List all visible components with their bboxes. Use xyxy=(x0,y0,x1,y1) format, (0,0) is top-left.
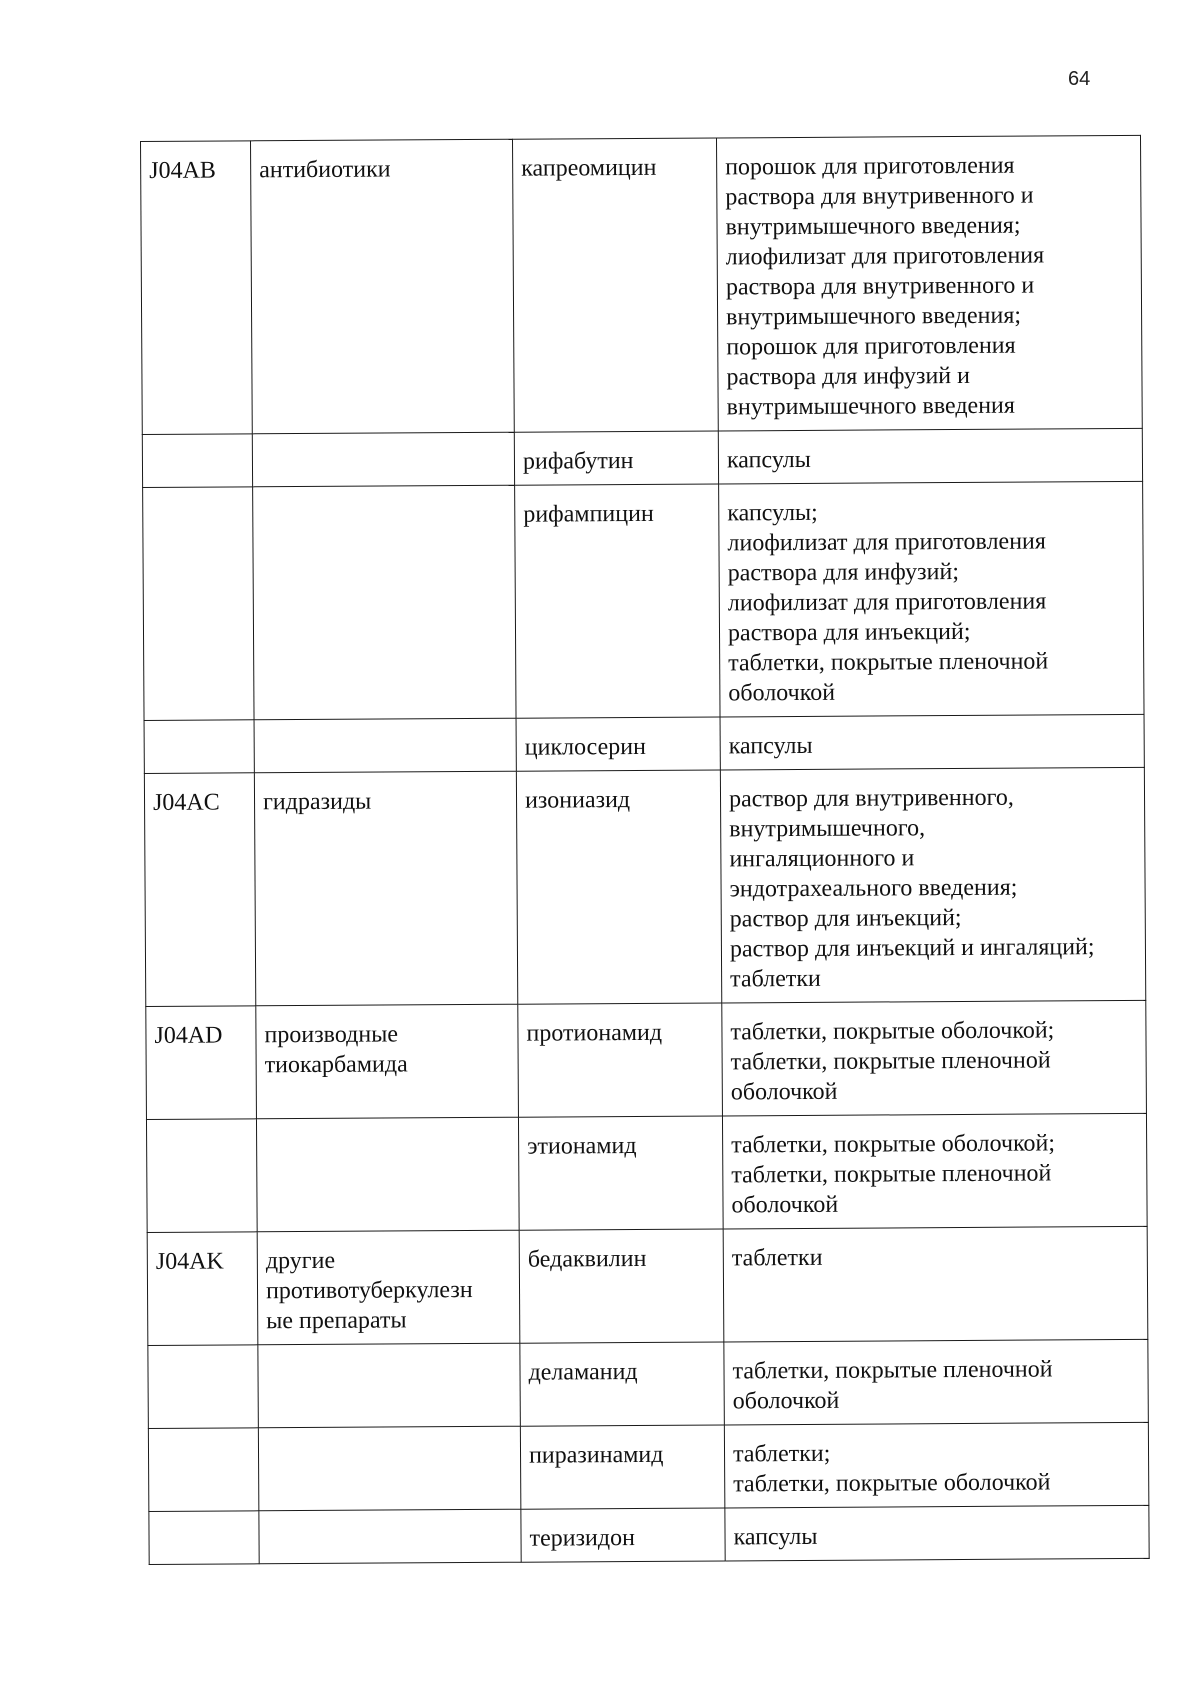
atc-code-cell xyxy=(148,1345,259,1429)
drug-name-cell: изониазид xyxy=(516,770,721,1004)
atc-code-cell xyxy=(143,487,254,721)
group-cell xyxy=(254,718,516,773)
atc-code-cell: J04AB xyxy=(141,141,253,435)
group-cell xyxy=(259,1509,521,1564)
drug-name-cell: теризидон xyxy=(521,1508,725,1562)
group-cell xyxy=(256,1117,519,1232)
atc-code-cell xyxy=(149,1511,259,1565)
drug-name-cell: этионамид xyxy=(518,1116,723,1230)
dosage-form-cell: таблетки; таблетки, покрытые оболочкой xyxy=(724,1422,1148,1508)
group-cell xyxy=(252,432,514,487)
group-cell xyxy=(253,485,516,720)
group-cell: гидразиды xyxy=(254,771,517,1006)
drug-name-cell: рифабутин xyxy=(514,431,718,485)
drug-name-cell: циклосерин xyxy=(516,717,720,771)
dosage-form-cell: раствор для внутривенного, внутримышечного, ингаляционного и эндотрахеального введения; раствор для инъекций; раствор для инъекций и ингаляций; таблетки xyxy=(720,767,1145,1003)
table-row xyxy=(149,1505,1149,1564)
dosage-form-cell: капсулы xyxy=(718,428,1142,484)
table-row xyxy=(142,428,1142,487)
atc-code-cell xyxy=(148,1428,259,1512)
dosage-form-cell: таблетки, покрытые оболочкой; таблетки, покрытые пленочной оболочкой xyxy=(722,1000,1147,1116)
group-cell: производные тиокарбамида xyxy=(256,1004,519,1119)
table-row xyxy=(144,714,1144,773)
dosage-form-cell: капсулы; лиофилизат для приготовления раствора для инфузий; лиофилизат для приготовления раствора для инъекций; таблетки, покрытые пленочной оболочкой xyxy=(719,481,1144,717)
dosage-form-cell: капсулы xyxy=(720,714,1144,770)
dosage-form-cell: порошок для приготовления раствора для внутривенного и внутримышечного введения; лиофилизат для приготовления раствора для внутривенного и внутримышечного введения; порошок для приготовления раствора для инфузий и внутримышечного введения xyxy=(716,135,1142,431)
drug-name-cell: капреомицин xyxy=(512,138,718,432)
atc-code-cell: J04AD xyxy=(146,1006,257,1120)
drug-name-cell: протионамид xyxy=(518,1003,723,1117)
atc-code-cell xyxy=(142,434,252,488)
group-cell xyxy=(258,1343,521,1428)
atc-code-cell: J04AC xyxy=(144,773,255,1007)
dosage-form-cell: таблетки, покрытые оболочкой; таблетки, покрытые пленочной оболочкой xyxy=(722,1113,1147,1229)
table-row xyxy=(147,1226,1148,1345)
dosage-form-cell: таблетки, покрытые пленочной оболочкой xyxy=(724,1339,1148,1425)
dosage-form-cell: таблетки xyxy=(723,1226,1148,1342)
table-row xyxy=(143,481,1144,720)
page-number: 64 xyxy=(1068,68,1091,90)
drug-name-cell: деламанид xyxy=(520,1342,725,1426)
dosage-form-cell: капсулы xyxy=(725,1505,1149,1561)
table-row xyxy=(148,1339,1148,1428)
atc-code-cell xyxy=(144,720,254,774)
table-row xyxy=(146,1000,1147,1119)
drug-table xyxy=(140,135,1150,1565)
atc-code-cell xyxy=(146,1119,257,1233)
group-cell xyxy=(258,1426,521,1511)
group-cell: антибиотики xyxy=(251,139,515,434)
table-row xyxy=(146,1113,1147,1232)
atc-code-cell: J04AK xyxy=(147,1232,258,1346)
table-row xyxy=(141,135,1143,434)
drug-name-cell: бедаквилин xyxy=(519,1229,724,1343)
group-cell: другие противотуберкулезн ые препараты xyxy=(257,1230,520,1345)
table-row xyxy=(148,1422,1148,1511)
drug-name-cell: рифампицин xyxy=(515,484,720,718)
drug-name-cell: пиразинамид xyxy=(520,1425,725,1509)
table-row xyxy=(144,767,1145,1006)
